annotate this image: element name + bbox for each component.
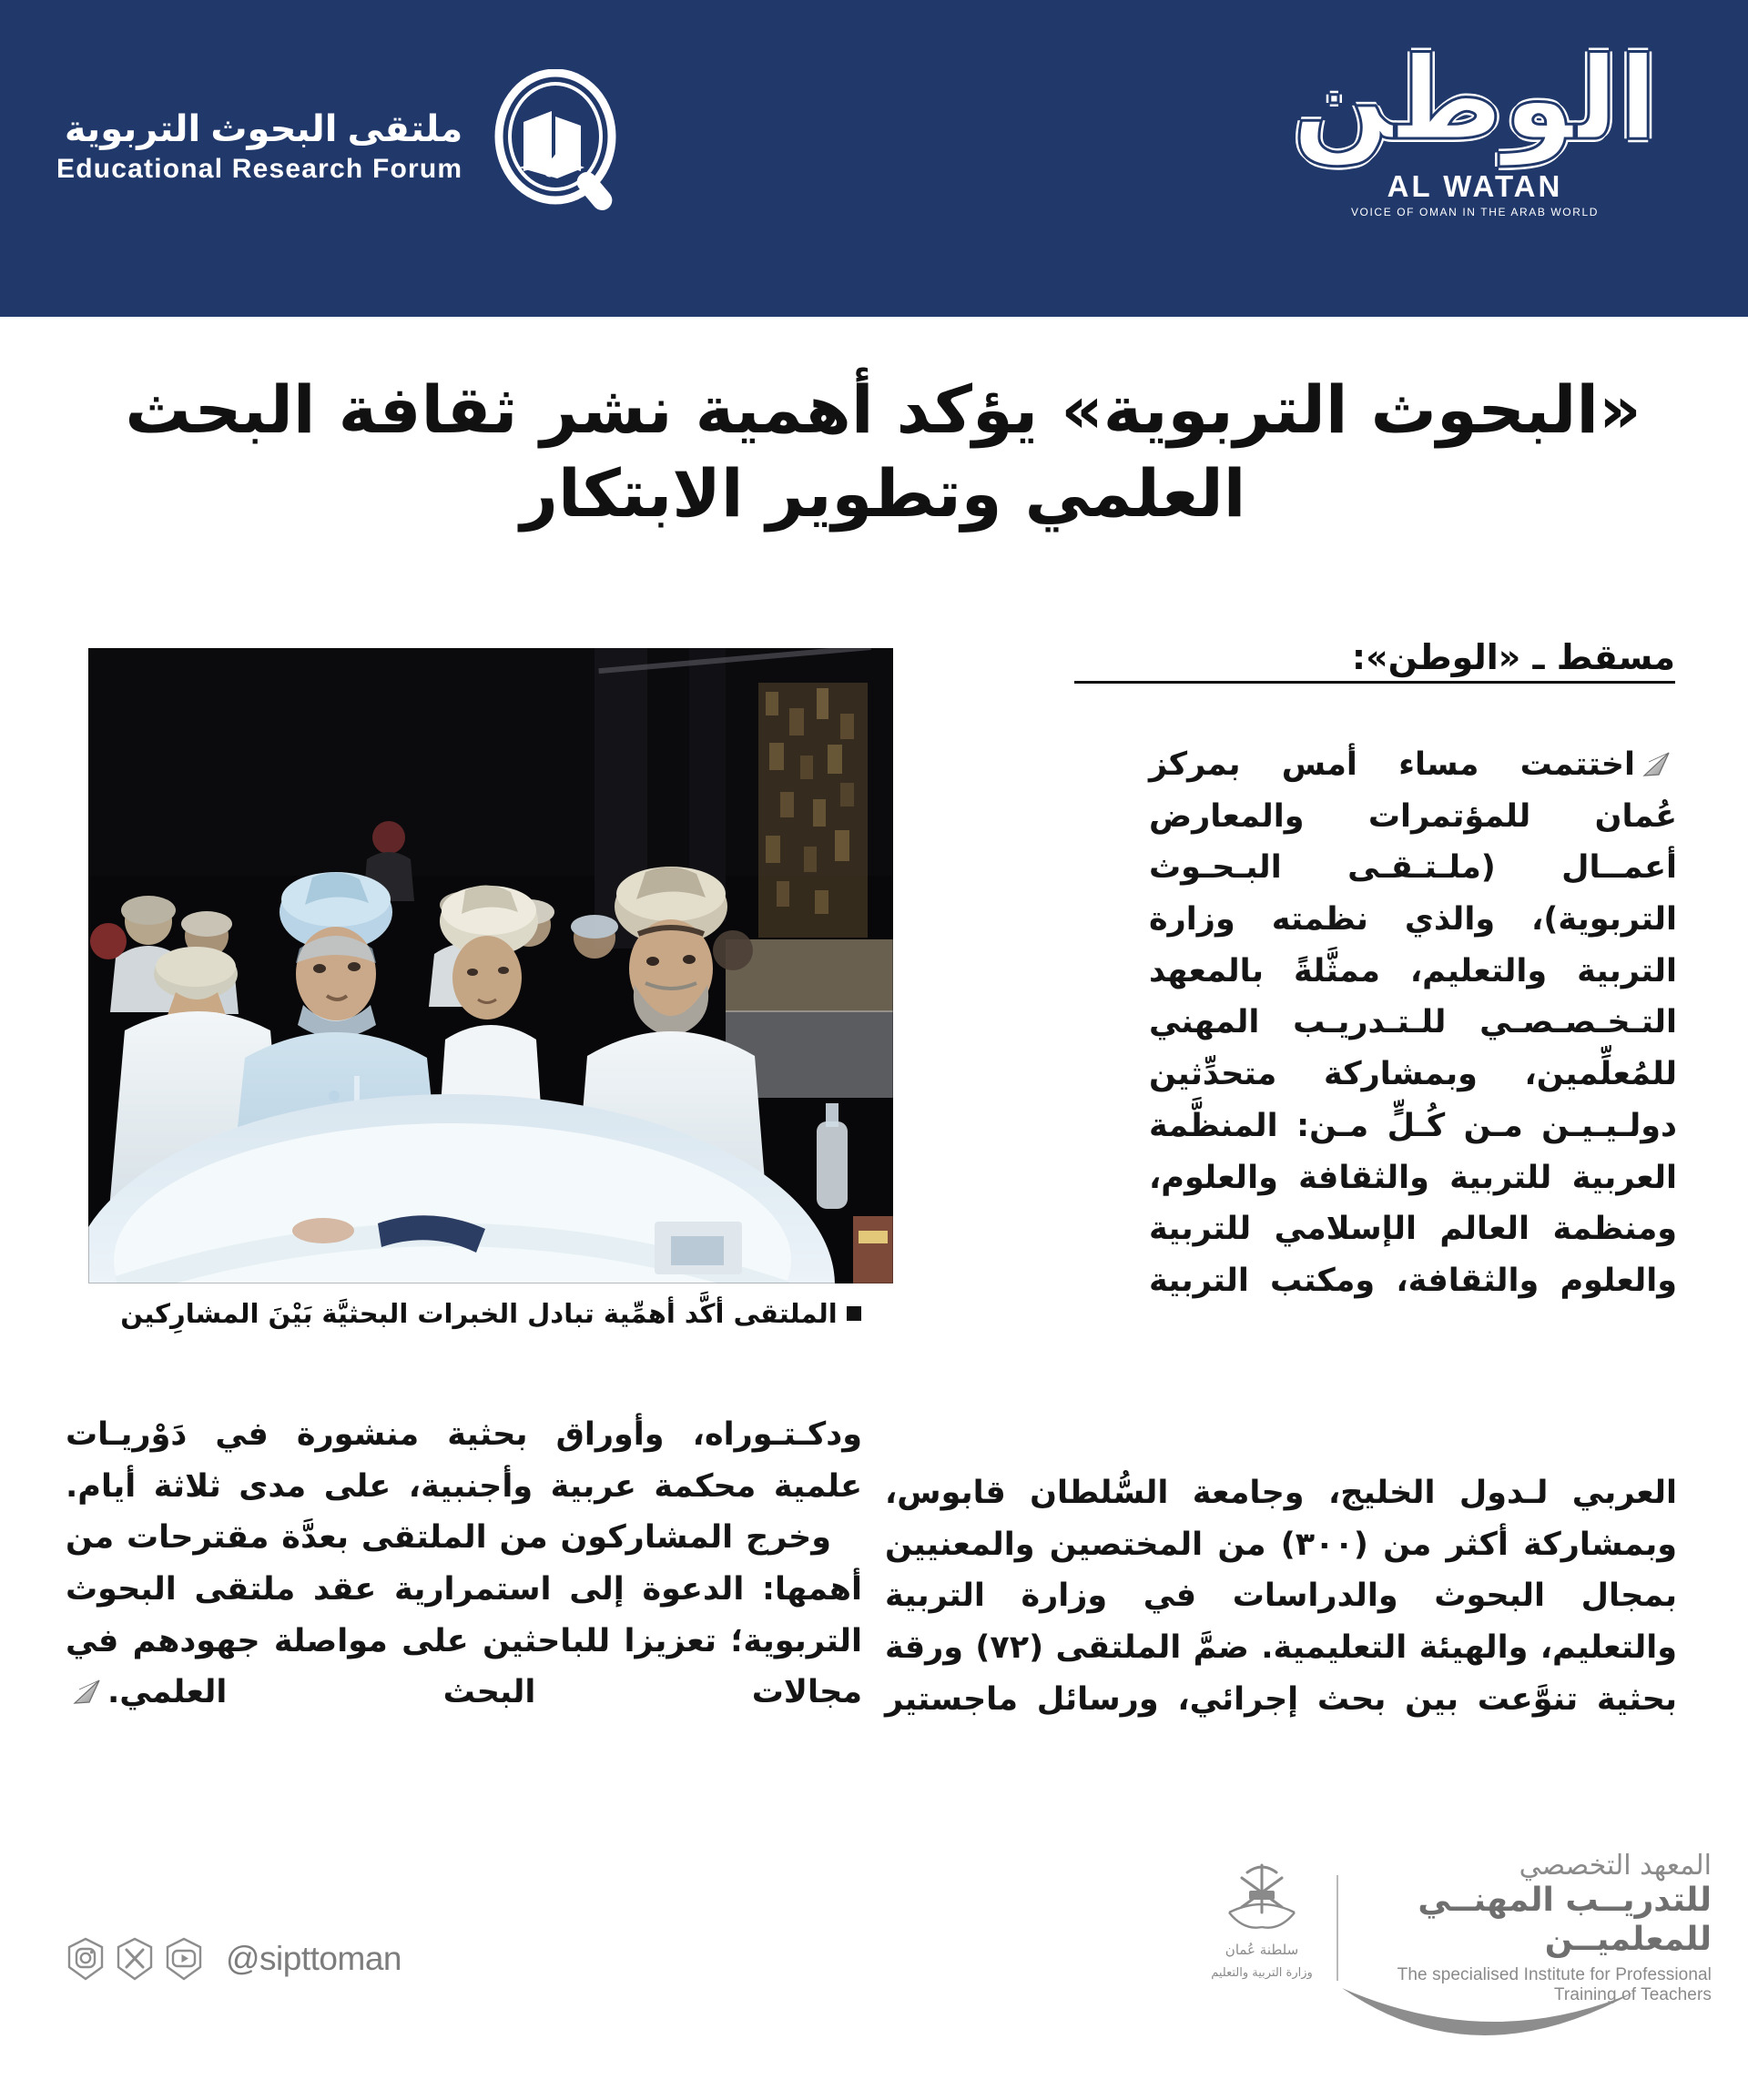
header-band: [0, 0, 1748, 317]
instagram-icon[interactable]: [66, 1937, 106, 1981]
dateline: [1074, 637, 1675, 684]
logo-divider: [1336, 1875, 1338, 1981]
swoosh-icon: [1338, 1986, 1639, 2050]
forum-title-en: Educational Research Forum: [56, 154, 463, 185]
body-text-right-2: العربي لـدول الخليج، وجامعة السُّلطان قابوس، وبمشاركة أكثر من (٣٠٠) من المختصين والمعنيين بمجال البحوث والدراسات في وزارة التربية والتعليم، والهيئة التعليمية. ضمَّ الملتقى (٧٢) ورقة بحثية تنوَّعت بين بحث إجرائي، ورسائل ماجستير: [885, 1475, 1677, 1718]
body-column-right-bottom: [885, 1467, 1677, 1725]
pen-nib-icon: [71, 1679, 102, 1706]
body-column-left: [66, 1409, 862, 1719]
social-links: [66, 1937, 401, 1981]
institute-name-ar-line2: للتدريــب المهنــي للمعلميــن: [1418, 1882, 1712, 1958]
pen-nib-icon: [1641, 751, 1672, 778]
svg-text:سلطنة عُمان: سلطنة عُمان: [1225, 1941, 1299, 1958]
forum-logo: [56, 69, 633, 219]
body-paragraph-left-2: [66, 1512, 862, 1719]
svg-text:وزارة التربية والتعليم: وزارة التربية والتعليم: [1211, 1965, 1313, 1980]
social-handle: @sipttoman: [226, 1940, 401, 1977]
institute-name-en: The specialised Institute for Professional Training of Teachers: [1397, 1965, 1712, 2005]
photo-caption: [88, 1298, 893, 1329]
newspaper-name-en: AL WATAN: [1387, 169, 1563, 203]
newspaper-tagline: VOICE OF OMAN IN THE ARAB WORLD: [1350, 206, 1600, 218]
body-text-right-1: اختتمت مساء أمس بمركز عُمان للمؤتمرات والمعارض أعمــال (ملـتـقـى البـحـوث التربوية)، والذي نظمته وزارة التربية والتعليم، ممثَّلةً بالمعهد التـخـصـصـي للـتـدريـب المهني للمُعلِّمين، وبمشاركة متحدِّثين دولـيـيـن مـن كُـلٍّ مـن: المنظَّمة العربية للتربية والثقافة والعلوم، ومنظمة العالم الإسلامي للتربية والعلوم والثقافة، ومكتب التربية: [1149, 746, 1677, 1299]
newspaper-name-ar: الوطن: [1292, 32, 1658, 166]
body-column-right-top: [1149, 739, 1677, 1307]
institute-logo: [1202, 1850, 1712, 2050]
youtube-icon[interactable]: [164, 1937, 204, 1981]
x-twitter-icon[interactable]: [115, 1937, 155, 1981]
body-text-left-2: وخرج المشاركون من الملتقى بعدَّة مقترحات من أهمها: الدعوة إلى استمرارية عقد ملتقى البحوث التربوية؛ تعزيزا للباحثين على مواصلة جهودهم في مجالات البحث العلمي.: [66, 1519, 862, 1711]
body-text-left-1: ودكـتـوراه، وأوراق بحثية منشورة في دَوْريـات علمية محكمة عربية وأجنبية، على مدى ثلاثة أيام.: [66, 1416, 862, 1505]
body-paragraph-left-1: [66, 1409, 862, 1512]
article-photo: [88, 648, 893, 1283]
newspaper-logo: [1256, 32, 1693, 224]
magnifier-book-icon: [483, 69, 633, 219]
institute-name-ar-line1: المعهد التخصصي: [1519, 1850, 1712, 1882]
dateline-text: مسقط ـ «الوطن»:: [1351, 637, 1675, 677]
oman-national-emblem-icon: [1202, 1860, 1322, 1996]
forum-title-ar: ملتقى البحوث التربوية: [64, 109, 463, 150]
caption-bullet-icon: [847, 1306, 861, 1321]
photo-caption-text: الملتقى أكَّد أهمِّية تبادل الخبرات البحثيَّة بَيْنَ المشارِكين: [120, 1298, 838, 1329]
article-headline: «البحوث التربوية» يؤكد أهمية نشر ثقافة البحث العلمي وتطوير الابتكار: [125, 371, 1641, 533]
